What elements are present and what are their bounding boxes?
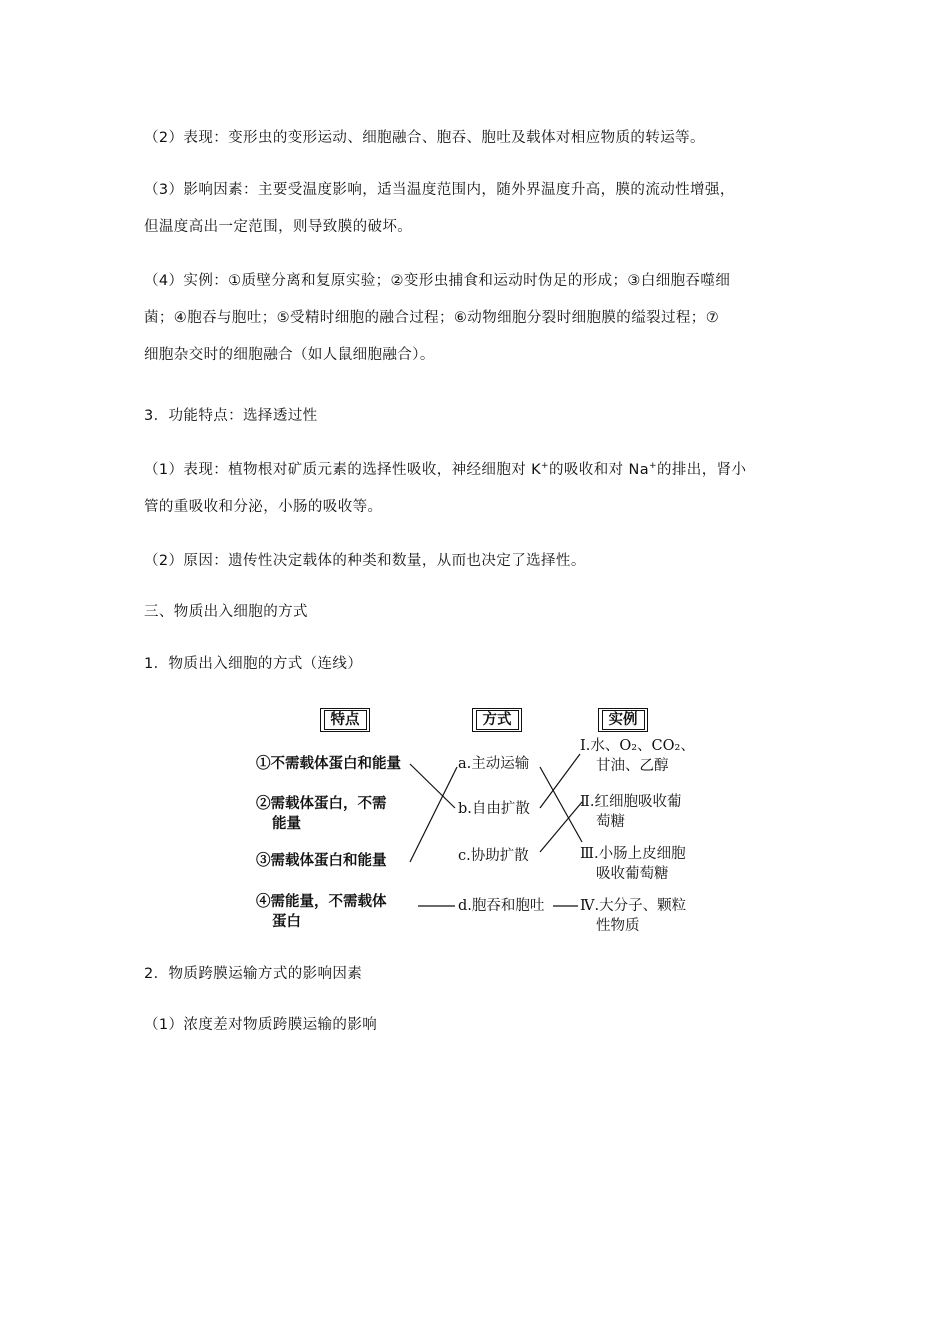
paragraph-reason xyxy=(144,543,814,580)
feature-4-cont: 蛋白 xyxy=(272,913,301,930)
heading-section-three xyxy=(144,594,814,631)
heading-text: 2．物质跨膜运输方式的影响因素 xyxy=(144,966,363,982)
method-b: b.自由扩散 xyxy=(458,801,530,817)
superscript-plus: + xyxy=(649,461,657,472)
heading-text: 三、物质出入细胞的方式 xyxy=(144,604,308,620)
header-methods xyxy=(472,708,522,732)
feature-2: ②需载体蛋白，不需 xyxy=(256,795,387,812)
example-2: Ⅱ.红细胞吸收葡 xyxy=(580,794,682,810)
header-features xyxy=(320,708,370,732)
header-label: 特点 xyxy=(324,710,367,730)
header-label: 实例 xyxy=(602,710,645,730)
text-line: 菌；④胞吞与胞吐；⑤受精时细胞的融合过程；⑥动物细胞分裂时细胞膜的缢裂过程；⑦ xyxy=(144,310,720,326)
example-4-cont: 性物质 xyxy=(596,918,640,934)
text-line: 但温度高出一定范围，则导致膜的破坏。 xyxy=(144,219,413,235)
text-line: 细胞杂交时的细胞融合（如人鼠细胞融合）。 xyxy=(144,347,435,363)
feature-3: ③需载体蛋白和能量 xyxy=(256,852,387,869)
text-line: （2）原因：遗传性决定载体的种类和数量，从而也决定了选择性。 xyxy=(144,553,586,569)
text-line: 管的重吸收和分泌，小肠的吸收等。 xyxy=(144,499,383,515)
example-1: Ⅰ.水、O₂、CO₂、 xyxy=(580,738,695,754)
feature-1: ①不需载体蛋白和能量 xyxy=(256,755,401,772)
connector-line xyxy=(410,767,457,862)
text-line: （2）表现：变形虫的变形运动、细胞融合、胞吞、胞吐及载体对相应物质的转运等。 xyxy=(144,130,705,146)
example-4: Ⅳ.大分子、颗粒 xyxy=(580,898,687,914)
paragraph-examples xyxy=(144,263,814,374)
paragraph-selective-permeability-expression xyxy=(144,452,814,526)
connector-line xyxy=(540,754,580,808)
paragraph-concentration-difference xyxy=(144,1007,814,1044)
header-label: 方式 xyxy=(476,710,519,730)
superscript-plus: + xyxy=(541,461,549,472)
text-segment: （1）表现：植物根对矿质元素的选择性吸收，神经细胞对 K xyxy=(144,462,542,478)
example-1-cont: 甘油、乙醇 xyxy=(596,758,669,774)
heading-text: 1．物质出入细胞的方式（连线） xyxy=(144,656,363,672)
example-3-cont: 吸收葡萄糖 xyxy=(596,866,669,882)
text-line: （1）浓度差对物质跨膜运输的影响 xyxy=(144,1017,378,1033)
text-line xyxy=(144,452,814,489)
method-a: a.主动运输 xyxy=(458,756,530,772)
matching-diagram xyxy=(250,704,700,936)
text-segment: 的排出，肾小 xyxy=(657,462,747,478)
heading-functional-feature xyxy=(144,398,814,435)
connector-line xyxy=(540,767,582,842)
example-3: Ⅲ.小肠上皮细胞 xyxy=(580,846,686,862)
heading-transport-methods xyxy=(144,646,814,683)
text-line: （4）实例：①质壁分离和复原实验；②变形虫捕食和运动时伪足的形成；③白细胞吞噬细 xyxy=(144,273,731,289)
method-d: d.胞吞和胞吐 xyxy=(458,898,545,914)
heading-influencing-factors xyxy=(144,956,814,993)
text-segment: 的吸收和对 Na xyxy=(549,462,650,478)
paragraph-membrane-fluidity-expression xyxy=(144,120,814,157)
paragraph-influencing-factors xyxy=(144,172,814,246)
method-c: c.协助扩散 xyxy=(458,848,529,864)
text-line: （3）影响因素：主要受温度影响，适当温度范围内，随外界温度升高，膜的流动性增强， xyxy=(144,182,735,198)
example-2-cont: 萄糖 xyxy=(596,814,625,830)
feature-2-cont: 能量 xyxy=(272,815,301,832)
connector-line xyxy=(540,802,582,852)
heading-text: 3．功能特点：选择透过性 xyxy=(144,408,318,424)
feature-4: ④需能量，不需载体 xyxy=(256,893,387,910)
header-examples xyxy=(598,708,648,732)
